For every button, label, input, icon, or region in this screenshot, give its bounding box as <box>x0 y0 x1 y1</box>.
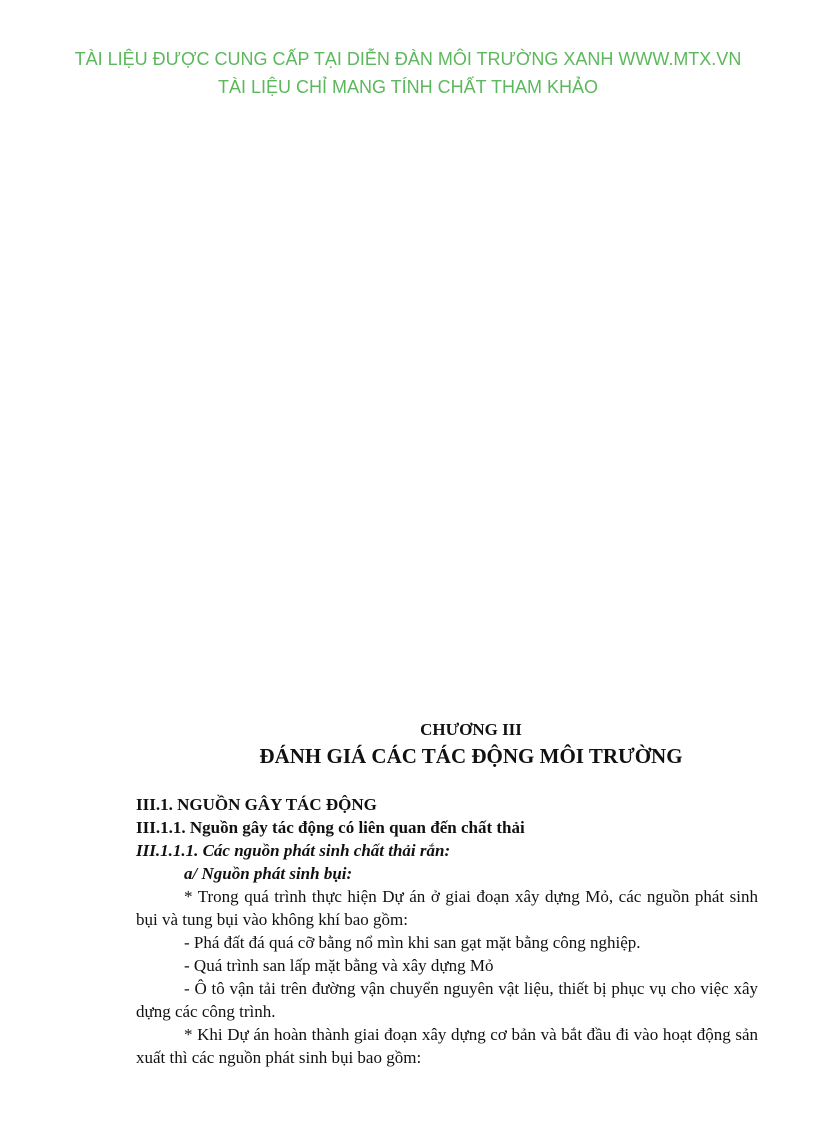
subsubsection-heading: III.1.1.1. Các nguồn phát sinh chất thải rắn: <box>136 841 451 860</box>
paragraph: * Trong quá trình thực hiện Dự án ở giai đoạn xây dựng Mỏ, các nguồn phát sinh bụi và tung bụi vào không khí bao gồm: <box>136 887 758 929</box>
paragraph: - Ô tô vận tải trên đường vận chuyển nguyên vật liệu, thiết bị phục vụ cho việc xây dựng các công trình. <box>136 979 758 1021</box>
document-body <box>136 718 758 1069</box>
subsection-heading: III.1.1. Nguồn gây tác động có liên quan đến chất thải <box>136 818 525 837</box>
chapter-title: ĐÁNH GIÁ CÁC TÁC ĐỘNG MÔI TRƯỜNG <box>259 744 683 768</box>
item-heading: a/ Nguồn phát sinh bụi: <box>184 864 353 883</box>
paragraph: - Quá trình san lấp mặt bằng và xây dựng Mỏ <box>184 956 494 975</box>
section-heading: III.1. NGUỒN GÂY TÁC ĐỘNG <box>136 795 377 814</box>
watermark-line-2: TÀI LIỆU CHỈ MANG TÍNH CHẤT THAM KHẢO <box>217 77 599 97</box>
chapter-label: CHƯƠNG III <box>420 720 522 739</box>
watermark-line-1: TÀI LIỆU ĐƯỢC CUNG CẤP TẠI DIỄN ĐÀN MÔI TRƯỜNG XANH WWW.MTX.VN <box>74 49 742 69</box>
paragraph: * Khi Dự án hoàn thành giai đoạn xây dựng cơ bản và bắt đầu đi vào hoạt động sản xuất thì các nguồn phát sinh bụi bao gồm: <box>136 1025 758 1067</box>
paragraph: - Phá đất đá quá cỡ bằng nổ mìn khi san gạt mặt bằng công nghiệp. <box>184 933 641 952</box>
